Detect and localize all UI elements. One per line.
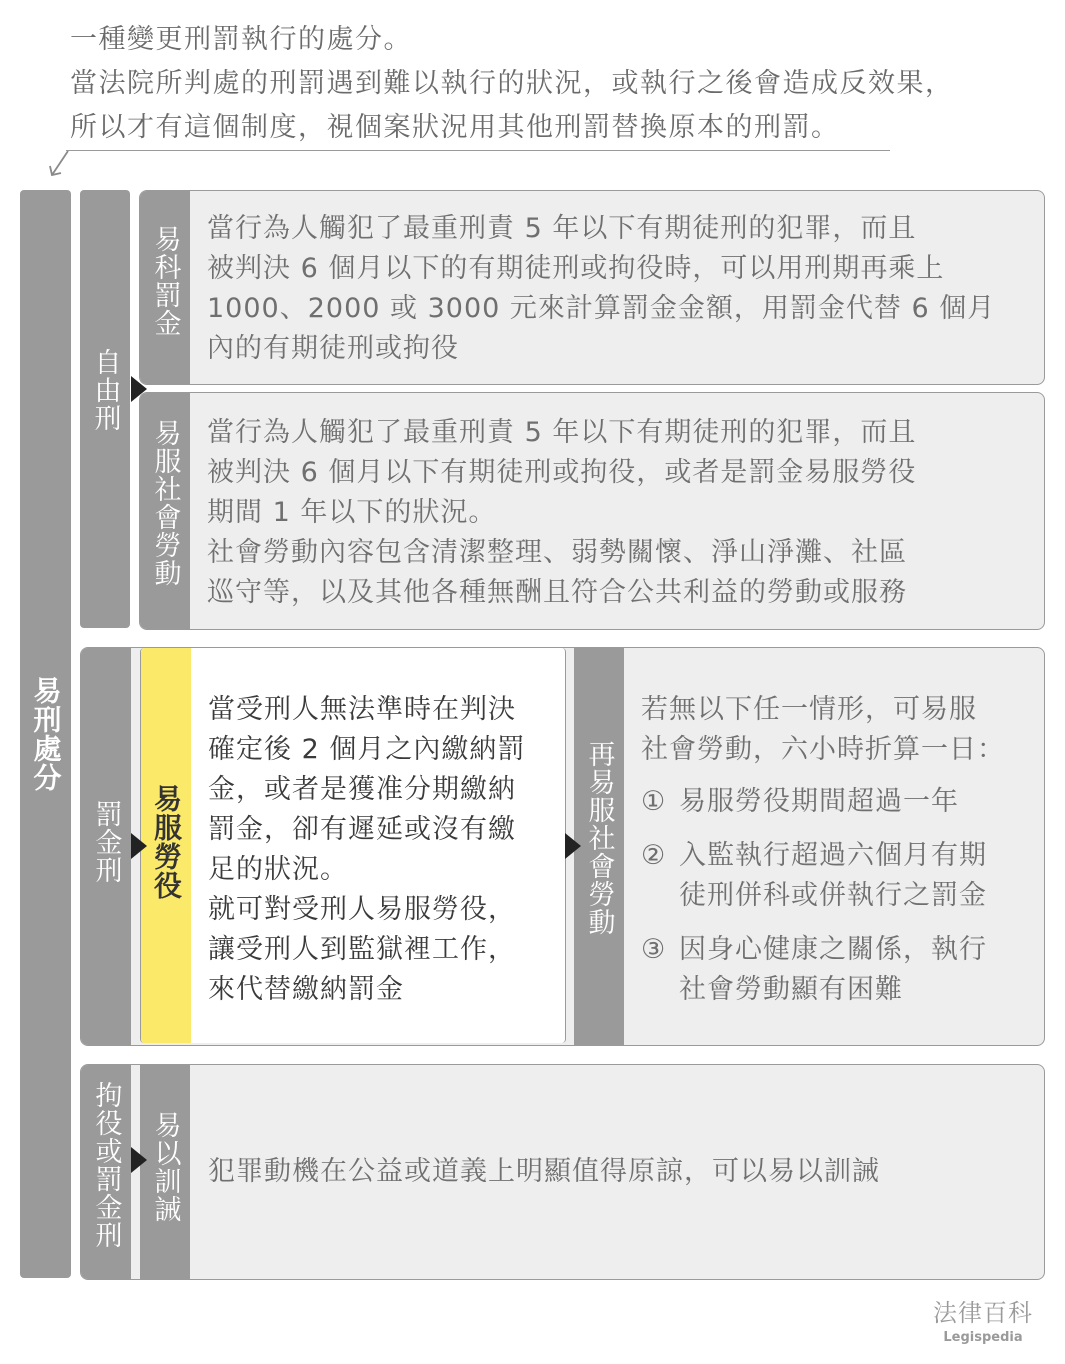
text-line: 1000、2000 或 3000 元來計算罰金金額，用罰金代替 6 個月: [207, 293, 996, 324]
re-community-label: 再易服社會勞動: [583, 740, 615, 936]
list-item: [641, 836, 1005, 916]
section-label-detention: 拘役或罰金刑: [90, 1081, 122, 1249]
section-bar-detention: [81, 1065, 131, 1279]
text-line: 徒刑併科或併執行之罰金: [679, 880, 987, 911]
section-bar-freedom: [80, 190, 130, 628]
text-line: 社會勞動內容包含清潔整理、弱勢關懷、淨山淨灘、社區: [207, 537, 907, 568]
list-item: [641, 782, 1005, 822]
community-service-box: [139, 392, 1045, 630]
root-label: 易刑處分: [29, 676, 63, 792]
text-line: 入監執行超過六個月有期: [679, 840, 987, 871]
intro-line-2: 當法院所判處的刑罰遇到難以執行的狀況，或執行之後會造成反效果，: [70, 68, 954, 99]
intro-underline: [66, 150, 890, 151]
text-line: 犯罪動機在公益或道義上明顯值得原諒，可以易以訓誡: [208, 1156, 880, 1187]
fine-conversion-text: [207, 209, 995, 369]
text-line: 被判決 6 個月以下有期徒刑或拘役，或者是罰金易服勞役: [207, 457, 917, 488]
list-item: [641, 930, 1005, 1010]
section-bar-fine: [81, 648, 131, 1045]
intro-text: [70, 18, 954, 150]
root-bar: [20, 190, 71, 1278]
text-line: 罰金，卻有遲延或沒有繳: [208, 814, 516, 845]
list-number: ③: [641, 934, 667, 965]
text-line: 若無以下任一情形，可易服: [641, 694, 977, 725]
labor-bar: [141, 648, 191, 1043]
detention-section-box: [80, 1064, 1045, 1280]
text-line: 巡守等，以及其他各種無酬且符合公共利益的勞動或服務: [207, 577, 907, 608]
community-service-text: [207, 413, 916, 613]
text-line: 當行為人觸犯了最重刑責 5 年以下有期徒刑的犯罪，而且: [207, 213, 917, 244]
fine-arrow-icon: [131, 833, 147, 859]
community-service-label: 易服社會勞動: [149, 419, 181, 587]
text-line: 期間 1 年以下的狀況。: [207, 497, 497, 528]
text-line: 當受刑人無法準時在判決: [208, 694, 516, 725]
brand-logo: [930, 1293, 1036, 1345]
fine-conversion-bar: [140, 191, 190, 384]
list-number: ①: [641, 786, 667, 817]
fine-conversion-box: [139, 190, 1045, 385]
list-number: ②: [641, 840, 667, 871]
text-line: 易服勞役期間超過一年: [679, 786, 959, 817]
section-label-fine: 罰金刑: [90, 800, 122, 884]
labor-arrow-icon: [565, 833, 581, 859]
intro-arrow-icon: [44, 148, 74, 180]
fine-section-box: [80, 647, 1045, 1046]
admonition-label: 易以訓誡: [149, 1111, 181, 1223]
text-line: 當行為人觸犯了最重刑責 5 年以下有期徒刑的犯罪，而且: [207, 417, 917, 448]
text-line: 確定後 2 個月之內繳納罰: [208, 734, 526, 765]
fine-conversion-label: 易科罰金: [149, 225, 181, 337]
admonition-text: [208, 1152, 880, 1192]
text-line: 因身心健康之關係，執行: [679, 934, 987, 965]
brand-name: 法律百科: [933, 1299, 1033, 1327]
re-community-bar: [574, 648, 624, 1045]
brand-name-en: Legispedia: [943, 1330, 1023, 1345]
admonition-bar: [140, 1065, 190, 1279]
community-service-bar: [140, 393, 190, 629]
labor-label: 易服勞役: [150, 784, 183, 900]
text-line: 來代替繳納罰金: [208, 974, 404, 1005]
text-line: 社會勞動顯有困難: [679, 974, 903, 1005]
labor-text: [208, 690, 525, 1010]
text-line: 金，或者是獲准分期繳納: [208, 774, 516, 805]
intro-line-3: 所以才有這個制度，視個案狀況用其他刑罰替換原本的刑罰。: [70, 112, 840, 143]
text-line: 被判決 6 個月以下的有期徒刑或拘役時，可以用刑期再乘上: [207, 253, 945, 284]
text-line: 社會勞動，六小時折算一日：: [641, 734, 1005, 765]
text-line: 就可對受刑人易服勞役，: [208, 894, 516, 925]
detention-arrow-icon: [131, 1147, 147, 1173]
text-line: 內的有期徒刑或拘役: [207, 333, 459, 364]
re-community-text: [641, 690, 1005, 1010]
labor-card: [140, 648, 566, 1043]
intro-line-1: 一種變更刑罰執行的處分。: [70, 24, 412, 55]
section-label-freedom: 自由刑: [89, 348, 121, 432]
text-line: 讓受刑人到監獄裡工作，: [208, 934, 516, 965]
text-line: 足的狀況。: [208, 854, 348, 885]
